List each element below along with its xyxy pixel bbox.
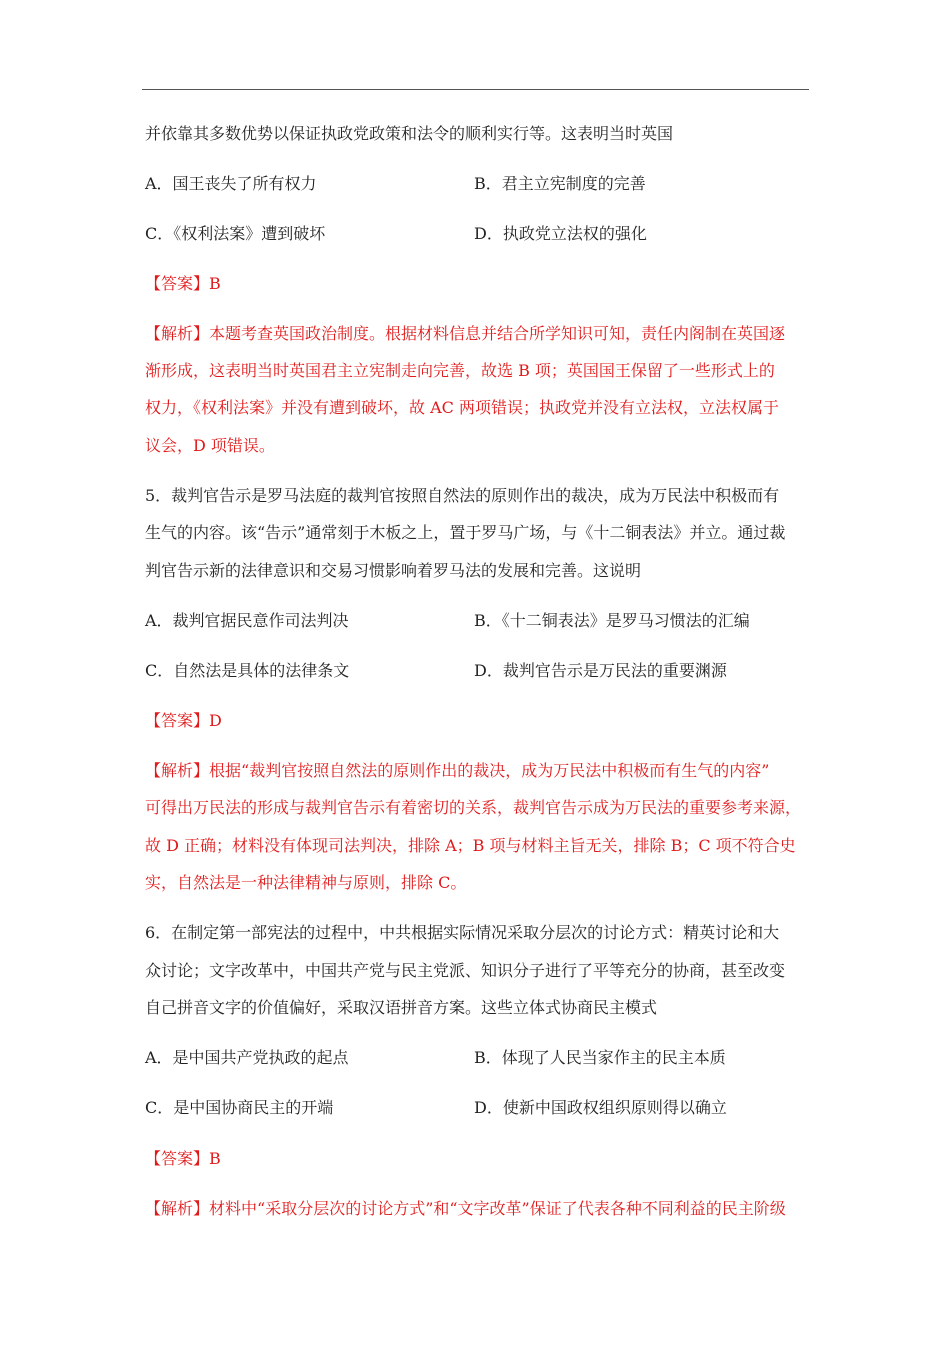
- analysis-text: 本题考查英国政治制度。根据材料信息并结合所学知识可知，责任内阁制在英国逐: [209, 324, 786, 343]
- q5-option-a: A．裁判官据民意作司法判决: [145, 611, 349, 630]
- q4-analysis-line-2: 渐形成，这表明当时英国君主立宪制走向完善，故选 B 项；英国国王保留了一些形式上的: [145, 361, 775, 380]
- q4-option-b: B．君主立宪制度的完善: [474, 174, 646, 193]
- q6-option-b: B．体现了人民当家作主的民主本质: [474, 1048, 726, 1067]
- answer-value: D: [209, 711, 222, 730]
- q4-answer: [145, 273, 221, 295]
- answer-tag: 【答案】: [145, 711, 210, 730]
- q6-stem-line-2: 众讨论；文字改革中，中国共产党与民主党派、知识分子进行了平等充分的协商，甚至改变: [145, 961, 786, 980]
- q6-option-a: A．是中国共产党执政的起点: [145, 1048, 349, 1067]
- q4-option-a: A．国王丧失了所有权力: [145, 174, 317, 193]
- q5-stem-line-1: 5．裁判官告示是罗马法庭的裁判官按照自然法的原则作出的裁决，成为万民法中积极而有: [145, 486, 780, 505]
- q4-option-d: D．执政党立法权的强化: [474, 224, 647, 243]
- answer-value: B: [209, 1149, 221, 1168]
- q4-analysis-line-4: 议会，D 项错误。: [145, 436, 275, 455]
- q5-analysis-line-3: 故 D 正确；材料没有体现司法判决，排除 A；B 项与材料主旨无关，排除 B；C 项不符合史: [145, 836, 796, 855]
- q5-option-d: D．裁判官告示是万民法的重要渊源: [474, 661, 727, 680]
- analysis-text: 根据“裁判官按照自然法的原则作出的裁决，成为万民法中积极而有生气的内容”: [209, 761, 770, 780]
- q5-stem-line-2: 生气的内容。该“告示”通常刻于木板之上，置于罗马广场，与《十二铜表法》并立。通过裁: [145, 523, 786, 542]
- q4-analysis-line-1: [145, 323, 785, 345]
- q6-analysis-line-1: [145, 1198, 786, 1220]
- answer-tag: 【答案】: [145, 274, 210, 293]
- continued-question-text: 并依靠其多数优势以保证执政党政策和法令的顺利实行等。这表明当时英国: [145, 124, 674, 143]
- q5-answer: [145, 710, 222, 732]
- q5-analysis-line-1: [145, 760, 769, 782]
- analysis-tag: 【解析】: [145, 761, 210, 780]
- header-rule: [142, 89, 809, 90]
- q5-analysis-line-4: 实，自然法是一种法律精神与原则，排除 C。: [145, 873, 467, 892]
- analysis-text: 材料中“采取分层次的讨论方式”和“文字改革”保证了代表各种不同利益的民主阶级: [209, 1199, 786, 1218]
- analysis-tag: 【解析】: [145, 1199, 210, 1218]
- analysis-tag: 【解析】: [145, 324, 210, 343]
- q5-option-b: B．《十二铜表法》是罗马习惯法的汇编: [474, 611, 750, 630]
- q4-option-c: C．《权利法案》遭到破坏: [145, 224, 326, 243]
- answer-value: B: [209, 274, 221, 293]
- q6-option-c: C．是中国协商民主的开端: [145, 1098, 334, 1117]
- q5-option-c: C．自然法是具体的法律条文: [145, 661, 350, 680]
- q6-answer: [145, 1148, 221, 1170]
- answer-tag: 【答案】: [145, 1149, 210, 1168]
- q5-analysis-line-2: 可得出万民法的形成与裁判官告示有着密切的关系，裁判官告示成为万民法的重要参考来源，: [145, 798, 802, 817]
- q6-stem-line-3: 自己拼音文字的价值偏好，采取汉语拼音方案。这些立体式协商民主模式: [145, 998, 658, 1017]
- q6-stem-line-1: 6．在制定第一部宪法的过程中，中共根据实际情况采取分层次的讨论方式：精英讨论和大: [145, 923, 780, 942]
- q4-analysis-line-3: 权力，《权利法案》并没有遭到破坏，故 AC 两项错误；执政党并没有立法权，立法权属于: [145, 398, 779, 417]
- q6-option-d: D．使新中国政权组织原则得以确立: [474, 1098, 727, 1117]
- q5-stem-line-3: 判官告示新的法律意识和交易习惯影响着罗马法的发展和完善。这说明: [145, 561, 642, 580]
